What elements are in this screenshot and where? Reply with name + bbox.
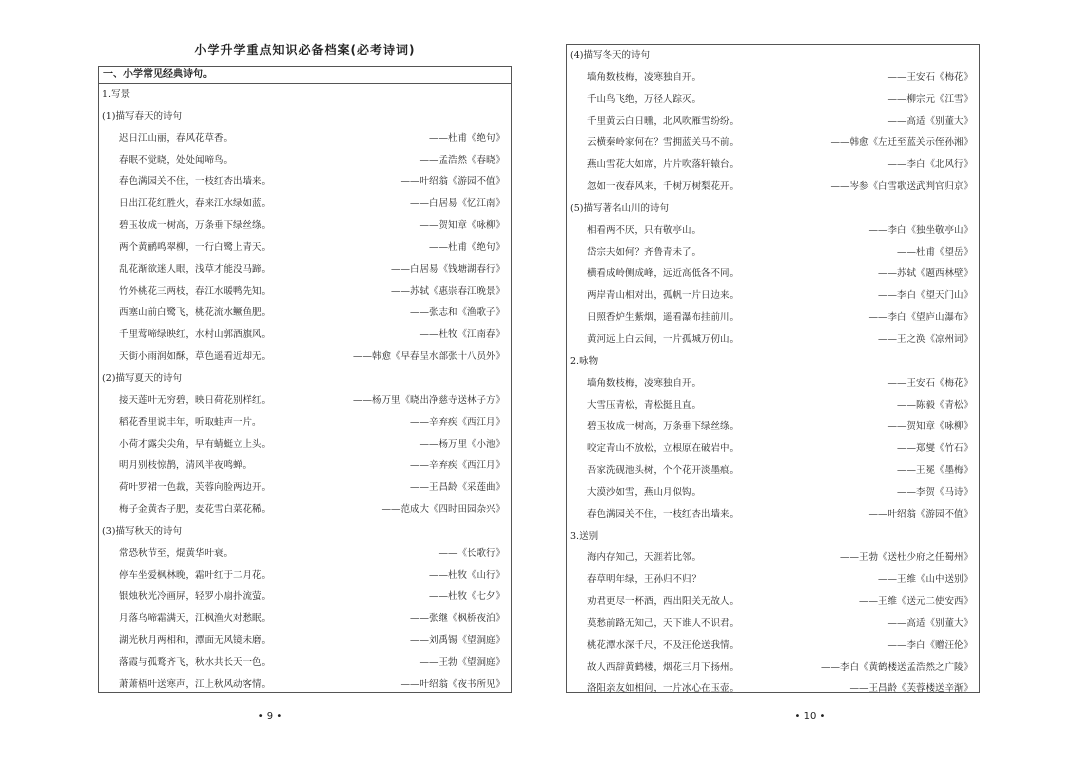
poem-source: ——叶绍翁《游园不值》 — [400, 176, 505, 188]
poem-row — [567, 242, 979, 264]
poem-row — [99, 346, 511, 368]
poem-source: ——李白《望庐山瀑布》 — [868, 312, 973, 324]
category-heading: 3.送别 — [570, 530, 599, 542]
poem-source: ——孟浩然《春晓》 — [419, 154, 505, 166]
poem-row — [567, 635, 979, 657]
poem-row — [99, 259, 511, 281]
right-content-frame — [566, 44, 980, 693]
poem-line: 日照香炉生紫烟，遥看瀑布挂前川。 — [587, 312, 740, 324]
poem-row — [567, 482, 979, 504]
poem-row — [567, 329, 979, 351]
poem-line: 湖光秋月两相和，潭面无风镜未磨。 — [119, 635, 272, 647]
poem-source: ——苏轼《惠崇春江晚景》 — [390, 285, 505, 297]
poem-source: ——李白《黄鹤楼送孟浩然之广陵》 — [820, 661, 973, 673]
poem-line: 相看两不厌，只有敬亭山。 — [587, 224, 702, 236]
poem-row — [99, 281, 511, 303]
poem-source: ——杜甫《绝句》 — [428, 241, 505, 253]
poem-source: ——李白《赠汪伦》 — [887, 639, 973, 651]
section-title: 一、小学常见经典诗句。 — [99, 67, 511, 84]
poem-source: ——杜甫《绝句》 — [428, 132, 505, 144]
poem-line: 千山鸟飞绝，万径人踪灭。 — [587, 93, 702, 105]
poem-line: 天街小雨润如酥，草色遥看近却无。 — [119, 351, 272, 363]
poem-line: 迟日江山丽，春风花草香。 — [119, 132, 234, 144]
poem-line: 忽如一夜春风来，千树万树梨花开。 — [587, 181, 740, 193]
poem-line: 碧玉妆成一树高，万条垂下绿丝绦。 — [119, 220, 272, 232]
poem-line: 横看成岭侧成峰，远近高低各不同。 — [587, 268, 740, 280]
poem-source: ——辛弃疾《西江月》 — [409, 460, 505, 472]
poem-row — [99, 128, 511, 150]
poem-line: 春草明年绿，王孙归不归？ — [587, 574, 702, 586]
poem-source: ——叶绍翁《夜书所见》 — [400, 678, 505, 690]
poem-row — [567, 569, 979, 591]
poem-source: ——辛弃疾《西江月》 — [409, 416, 505, 428]
poem-source: ——王安石《梅花》 — [887, 377, 973, 389]
poem-row — [567, 657, 979, 679]
poem-line: 春眠不觉晓，处处闻啼鸟。 — [119, 154, 234, 166]
poem-row — [567, 416, 979, 438]
poem-line: 稻花香里说丰年，听取蛙声一片。 — [119, 416, 262, 428]
poem-source: ——李白《独坐敬亭山》 — [868, 224, 973, 236]
poem-row — [567, 678, 979, 700]
poem-row — [99, 652, 511, 674]
poem-source: ——叶绍翁《游园不值》 — [868, 508, 973, 520]
poem-row — [567, 438, 979, 460]
poem-line: 吾家洗砚池头树，个个花开淡墨痕。 — [587, 465, 740, 477]
poem-source: ——高适《别董大》 — [887, 115, 973, 127]
poem-row — [567, 111, 979, 133]
poem-source: ——李贺《马诗》 — [896, 486, 973, 498]
poem-row — [567, 89, 979, 111]
poem-row — [99, 434, 511, 456]
poem-source: ——苏轼《题西林壁》 — [877, 268, 973, 280]
poem-line: 岱宗夫如何？齐鲁青未了。 — [587, 246, 702, 258]
category-heading: 1.写景 — [102, 89, 131, 100]
poem-row — [99, 193, 511, 215]
poem-row — [567, 132, 979, 154]
poem-line: 荷叶罗裙一色裁，芙蓉向脸两边开。 — [119, 482, 272, 494]
left-poem-list — [99, 84, 511, 696]
poem-source: ——贺知章《咏柳》 — [887, 421, 973, 433]
poem-row — [567, 395, 979, 417]
poem-source: ——高适《别董大》 — [887, 617, 973, 629]
poem-row — [567, 285, 979, 307]
category-heading: (5)描写著名山川的诗句 — [570, 202, 669, 214]
poem-row — [99, 630, 511, 652]
poem-row — [567, 220, 979, 242]
poem-source: ——张继《枫桥夜泊》 — [409, 613, 505, 625]
poem-source: ——王维《山中送别》 — [877, 574, 973, 586]
poem-source: ——王冕《墨梅》 — [896, 465, 973, 477]
poem-line: 莫愁前路无知己，天下谁人不识君。 — [587, 617, 740, 629]
poem-line: 两个黄鹂鸣翠柳，一行白鹭上青天。 — [119, 241, 272, 253]
poem-row — [99, 390, 511, 412]
poem-line: 咬定青山不放松，立根原在破岩中。 — [587, 443, 740, 455]
poem-row — [99, 171, 511, 193]
poem-line: 西塞山前白鹭飞，桃花流水鳜鱼肥。 — [119, 307, 272, 319]
document-title: 小学升学重点知识必备档案(必考诗词) — [194, 43, 416, 57]
poem-line: 常恐秋节至，焜黄华叶衰。 — [119, 547, 234, 559]
poem-line: 停车坐爱枫林晚，霜叶红于二月花。 — [119, 569, 272, 581]
poem-source: ——王昌龄《采莲曲》 — [409, 482, 505, 494]
poem-line: 梅子金黄杏子肥，麦花雪白菜花稀。 — [119, 504, 272, 516]
poem-source: ——韩愈《早春呈水部张十八员外》 — [352, 351, 505, 363]
page-number-right: • 10 • — [794, 711, 826, 722]
right-poem-list — [567, 45, 979, 700]
poem-source: ——柳宗元《江雪》 — [887, 93, 973, 105]
poem-source: ——杜牧《山行》 — [428, 569, 505, 581]
poem-row — [567, 547, 979, 569]
poem-line: 日出江花红胜火，春来江水绿如蓝。 — [119, 198, 272, 210]
poem-source: ——范成大《四时田园杂兴》 — [381, 504, 505, 516]
poem-line: 两岸青山相对出，孤帆一片日边来。 — [587, 290, 740, 302]
poem-source: ——王维《送元二使安西》 — [858, 596, 973, 608]
poem-source: ——张志和《渔歌子》 — [409, 307, 505, 319]
poem-line: 接天莲叶无穷碧，映日荷花别样红。 — [119, 394, 272, 406]
poem-row — [99, 412, 511, 434]
poem-line: 燕山雪花大如席，片片吹落轩辕台。 — [587, 159, 740, 171]
poem-row — [567, 176, 979, 198]
poem-line: 大漠沙如雪，燕山月似钩。 — [587, 486, 702, 498]
poem-line: 大雪压青松，青松挺且直。 — [587, 399, 702, 411]
poem-row — [99, 150, 511, 172]
poem-source: ——李白《望天门山》 — [877, 290, 973, 302]
poem-line: 劝君更尽一杯酒，西出阳关无故人。 — [587, 596, 740, 608]
category-heading: (2)描写夏天的诗句 — [102, 372, 182, 384]
poem-row — [567, 591, 979, 613]
poem-line: 墙角数枝梅，凌寒独自开。 — [587, 71, 702, 83]
poem-line: 桃花潭水深千尺，不及汪伦送我情。 — [587, 639, 740, 651]
page-number-left: • 9 • — [257, 711, 283, 722]
poem-source: ——贺知章《咏柳》 — [419, 220, 505, 232]
poem-row — [567, 67, 979, 89]
poem-source: ——王勃《送杜少府之任蜀州》 — [839, 552, 973, 564]
poem-row — [567, 373, 979, 395]
poem-source: ——李白《北风行》 — [887, 159, 973, 171]
poem-line: 云横秦岭家何在？雪拥蓝关马不前。 — [587, 137, 740, 149]
poem-source: ——陈毅《青松》 — [896, 399, 973, 411]
poem-line: 乱花渐欲迷人眼，浅草才能没马蹄。 — [119, 263, 272, 275]
poem-line: 银烛秋光冷画屏，轻罗小扇扑流萤。 — [119, 591, 272, 603]
poem-source: ——刘禹锡《望洞庭》 — [409, 635, 505, 647]
poem-line: 落霞与孤鹜齐飞，秋水共长天一色。 — [119, 656, 272, 668]
poem-row — [99, 499, 511, 521]
poem-row — [567, 613, 979, 635]
poem-row — [99, 565, 511, 587]
poem-line: 千里黄云白日曛，北风吹雁雪纷纷。 — [587, 115, 740, 127]
poem-line: 明月别枝惊鹊，清风半夜鸣蝉。 — [119, 460, 253, 472]
poem-line: 墙角数枝梅，凌寒独自开。 — [587, 377, 702, 389]
poem-source: ——杨万里《晓出净慈寺送林子方》 — [352, 394, 505, 406]
poem-line: 洛阳亲友如相问，一片冰心在玉壶。 — [587, 683, 740, 695]
category-heading: 2.咏物 — [570, 355, 599, 367]
poem-row — [99, 237, 511, 259]
poem-source: ——郑燮《竹石》 — [896, 443, 973, 455]
poem-row — [99, 586, 511, 608]
poem-line: 千里莺啼绿映红，水村山郭酒旗风。 — [119, 329, 272, 341]
poem-row — [99, 608, 511, 630]
poem-source: ——王勃《望洞庭》 — [419, 656, 505, 668]
poem-line: 春色满园关不住，一枝红杏出墙来。 — [587, 508, 740, 520]
category-heading: (1)描写春天的诗句 — [102, 110, 182, 122]
poem-line: 萧萧梧叶送寒声，江上秋风动客情。 — [119, 678, 272, 690]
poem-source: ——白居易《钱塘湖春行》 — [390, 263, 505, 275]
poem-row — [99, 215, 511, 237]
poem-row — [99, 455, 511, 477]
poem-line: 海内存知己，天涯若比邻。 — [587, 552, 702, 564]
poem-row — [99, 543, 511, 565]
poem-source: ——白居易《忆江南》 — [409, 198, 505, 210]
poem-source: ——岑参《白雪歌送武判官归京》 — [830, 181, 973, 193]
poem-source: ——韩愈《左迁至蓝关示侄孙湘》 — [830, 137, 973, 149]
poem-row — [99, 477, 511, 499]
poem-line: 故人西辞黄鹤楼，烟花三月下扬州。 — [587, 661, 740, 673]
poem-line: 春色满园关不住，一枝红杏出墙来。 — [119, 176, 272, 188]
poem-line: 小荷才露尖尖角，早有蜻蜓立上头。 — [119, 438, 272, 450]
poem-row — [567, 504, 979, 526]
poem-line: 黄河远上白云间，一片孤城万仞山。 — [587, 333, 740, 345]
poem-row — [567, 307, 979, 329]
poem-source: ——杨万里《小池》 — [419, 438, 505, 450]
poem-source: ——王之涣《凉州词》 — [877, 333, 973, 345]
poem-row — [99, 674, 511, 696]
poem-row — [99, 324, 511, 346]
poem-line: 竹外桃花三两枝，春江水暖鸭先知。 — [119, 285, 272, 297]
poem-row — [99, 302, 511, 324]
poem-line: 碧玉妆成一树高，万条垂下绿丝绦。 — [587, 421, 740, 433]
poem-source: ——杜牧《七夕》 — [428, 591, 505, 603]
poem-line: 月落乌啼霜满天，江枫渔火对愁眠。 — [119, 613, 272, 625]
left-content-frame — [98, 66, 512, 693]
category-heading: (3)描写秋天的诗句 — [102, 525, 182, 537]
category-heading: (4)描写冬天的诗句 — [570, 50, 650, 61]
poem-source: ——《长歌行》 — [438, 547, 505, 559]
poem-source: ——杜牧《江南春》 — [419, 329, 505, 341]
right-page — [540, 0, 1080, 763]
poem-source: ——王安石《梅花》 — [887, 71, 973, 83]
poem-source: ——杜甫《望岳》 — [896, 246, 973, 258]
poem-source: ——王昌龄《芙蓉楼送辛渐》 — [849, 683, 973, 695]
poem-row — [567, 154, 979, 176]
poem-row — [567, 460, 979, 482]
poem-row — [567, 263, 979, 285]
